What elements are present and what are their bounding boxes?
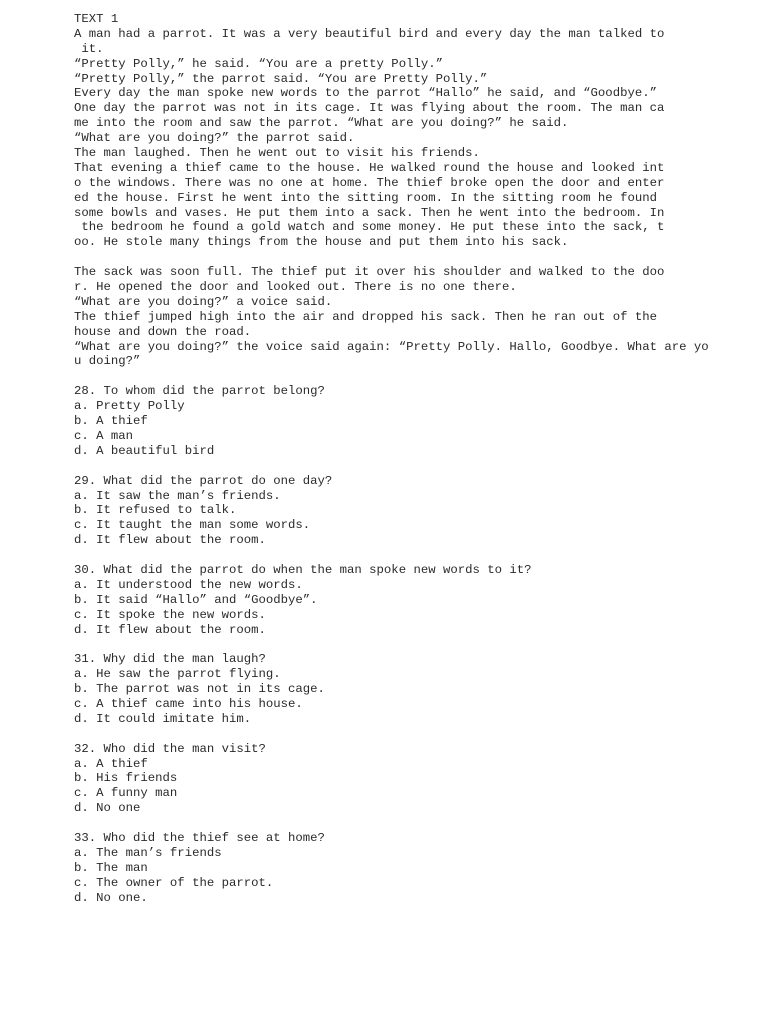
answer-option: c. A funny man	[74, 786, 178, 801]
question-text: 33. Who did the thief see at home?	[74, 830, 325, 845]
story-line: oo. He stole many things from the house and put them into his sack.	[74, 235, 569, 250]
story-line: “Pretty Polly,” the parrot said. “You are Pretty Polly.”	[74, 71, 488, 86]
answer-option: d. A beautiful bird	[74, 443, 215, 458]
story-line: The thief jumped high into the air and dropped his sack. Then he ran out of the	[74, 309, 657, 324]
answer-option: d. It could imitate him.	[74, 711, 252, 726]
story-line: One day the parrot was not in its cage. It was flying about the room. The man ca	[74, 101, 665, 116]
answer-option: d. It flew about the room.	[74, 533, 266, 548]
question-spacer	[74, 637, 734, 652]
story-line: “What are you doing?” the voice said again: “Pretty Polly. Hallo, Goodbye. What are yo	[74, 339, 709, 354]
answer-option: d. No one.	[74, 890, 148, 905]
answer-option: a. It saw the man’s friends.	[74, 488, 281, 503]
story-line: “Pretty Polly,” he said. “You are a pretty Polly.”	[74, 56, 443, 71]
answer-option: c. The owner of the parrot.	[74, 875, 274, 890]
question-text: 32. Who did the man visit?	[74, 741, 266, 756]
answer-option: c. A thief came into his house.	[74, 696, 303, 711]
question-text: 28. To whom did the parrot belong?	[74, 384, 325, 399]
story-line: The man laughed. Then he went out to visit his friends.	[74, 146, 480, 161]
answer-option: a. Pretty Polly	[74, 399, 185, 414]
answer-option: a. He saw the parrot flying.	[74, 667, 281, 682]
story-line: ed the house. First he went into the sitting room. In the sitting room he found	[74, 190, 657, 205]
answer-option: c. It taught the man some words.	[74, 518, 311, 533]
answer-option: a. It understood the new words.	[74, 577, 303, 592]
answer-option: d. It flew about the room.	[74, 622, 266, 637]
story-line: some bowls and vases. He put them into a sack. Then he went into the bedroom. In	[74, 205, 665, 220]
story-line: the bedroom he found a gold watch and some money. He put these into the sack, t	[74, 220, 665, 235]
question-spacer	[74, 727, 734, 742]
answer-option: c. A man	[74, 428, 134, 443]
story-line: Every day the man spoke new words to the parrot “Hallo” he said, and “Goodbye.”	[74, 86, 657, 101]
answer-option: a. A thief	[74, 756, 148, 771]
story-line: “What are you doing?” the parrot said.	[74, 131, 355, 146]
story-line: The sack was soon full. The thief put it over his shoulder and walked to the doo	[74, 265, 665, 280]
paragraph-spacer	[74, 250, 734, 265]
answer-option: a. The man’s friends	[74, 845, 222, 860]
question-29	[74, 474, 734, 548]
question-spacer	[74, 816, 734, 831]
answer-option: b. The parrot was not in its cage.	[74, 682, 325, 697]
question-spacer	[74, 548, 734, 563]
story-line: house and down the road.	[74, 324, 252, 339]
story-line: “What are you doing?” a voice said.	[74, 294, 333, 309]
question-30	[74, 563, 734, 637]
answer-option: b. It refused to talk.	[74, 503, 237, 518]
story-line: A man had a parrot. It was a very beautiful bird and every day the man talked to	[74, 26, 665, 41]
story-line: That evening a thief came to the house. He walked round the house and looked int	[74, 160, 665, 175]
story-paragraph-2	[74, 265, 734, 369]
question-spacer	[74, 459, 734, 474]
answer-option: b. A thief	[74, 414, 148, 429]
answer-option: b. It said “Hallo” and “Goodbye”.	[74, 592, 318, 607]
question-31	[74, 652, 734, 726]
question-28	[74, 384, 734, 458]
story-line: r. He opened the door and looked out. There is no one there.	[74, 280, 517, 295]
answer-option: b. The man	[74, 860, 148, 875]
question-text: 29. What did the parrot do one day?	[74, 473, 333, 488]
answer-option: d. No one	[74, 801, 141, 816]
story-line: me into the room and saw the parrot. “What are you doing?” he said.	[74, 116, 569, 131]
story-line: it.	[74, 41, 104, 56]
question-text: 31. Why did the man laugh?	[74, 652, 266, 667]
answer-option: c. It spoke the new words.	[74, 607, 266, 622]
question-33	[74, 831, 734, 905]
answer-option: b. His friends	[74, 771, 178, 786]
story-line: u doing?”	[74, 354, 141, 369]
question-32	[74, 742, 734, 816]
question-text: 30. What did the parrot do when the man spoke new words to it?	[74, 562, 532, 577]
document-page	[74, 12, 734, 905]
story-line: o the windows. There was no one at home. The thief broke open the door and enter	[74, 175, 665, 190]
paragraph-spacer	[74, 369, 734, 384]
story-paragraph-1	[74, 27, 734, 250]
text-heading: TEXT 1	[74, 12, 119, 26]
